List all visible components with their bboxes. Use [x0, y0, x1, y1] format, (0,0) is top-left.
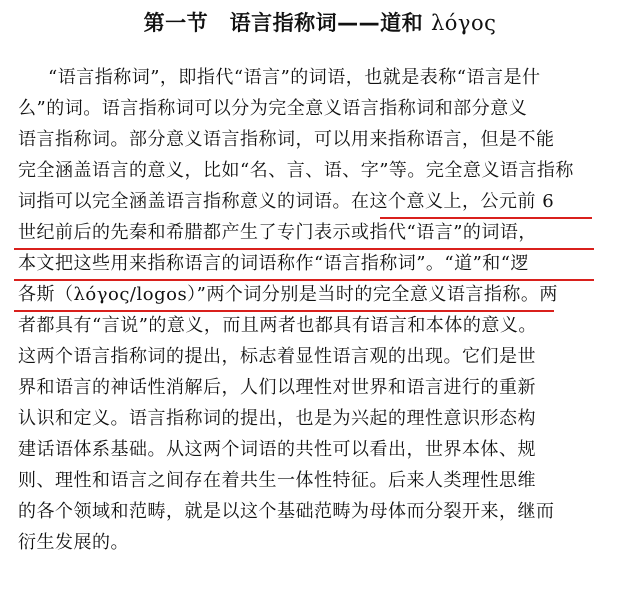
- paragraph-line-10: 这两个语言指称词的提出，标志着显性语言观的出现。它们是世: [18, 346, 536, 367]
- paragraph-line-11: 界和语言的神话性消解后，人们以理性对世界和语言进行的重新: [18, 377, 536, 398]
- paragraph-line-13: 建话语体系基础。从这两个词语的共性可以看出，世界本体、规: [18, 439, 536, 460]
- section-title-greek: λόγος: [430, 11, 497, 35]
- paragraph-line-16: 衍生发展的。: [18, 532, 129, 553]
- paragraph-line-5: 词指可以完全涵盖语言指称意义的词语。在这个意义上，公元前 6: [18, 191, 555, 212]
- paragraph-line-1: “语言指称词”，即指代“语言”的词语，也就是表称“语言是什: [48, 67, 541, 88]
- section-title: [0, 8, 640, 38]
- paragraph-line-7: 本文把这些用来指称语言的词语称作“语言指称词”。“道”和“逻: [18, 253, 530, 274]
- paragraph-line-8: 各斯（λόγος/logos）”两个词分别是当时的完全意义语言指称。两: [18, 284, 558, 305]
- highlight-underline-4: [14, 310, 554, 312]
- highlight-underline-3: [14, 279, 594, 281]
- highlight-underline-2: [14, 248, 594, 250]
- paragraph-line-12: 认识和定义。语言指称词的提出，也是为兴起的理性意识形态构: [18, 408, 536, 429]
- highlight-underline-1: [380, 217, 592, 219]
- paragraph-line-15: 的各个领域和范畴，就是以这个基础范畴为母体而分裂开来，继而: [18, 501, 555, 522]
- paragraph-line-3: 语言指称词。部分意义语言指称词，可以用来指称语言，但是不能: [18, 129, 555, 150]
- section-title-text: 第一节 语言指称词——道和: [143, 11, 431, 35]
- paragraph-line-14: 则、理性和语言之间存在着共生一体性特征。后来人类理性思维: [18, 470, 536, 491]
- paragraph-line-9: 者都具有“言说”的意义，而且两者也都具有语言和本体的意义。: [18, 315, 537, 336]
- paragraph-line-6: 世纪前后的先秦和希腊都产生了专门表示或指代“语言”的词语，: [18, 222, 537, 243]
- paragraph-line-2: 么”的词。语言指称词可以分为完全意义语言指称词和部分意义: [18, 98, 528, 119]
- paragraph-line-4: 完全涵盖语言的意义，比如“名、言、语、字”等。完全意义语言指称: [18, 160, 574, 181]
